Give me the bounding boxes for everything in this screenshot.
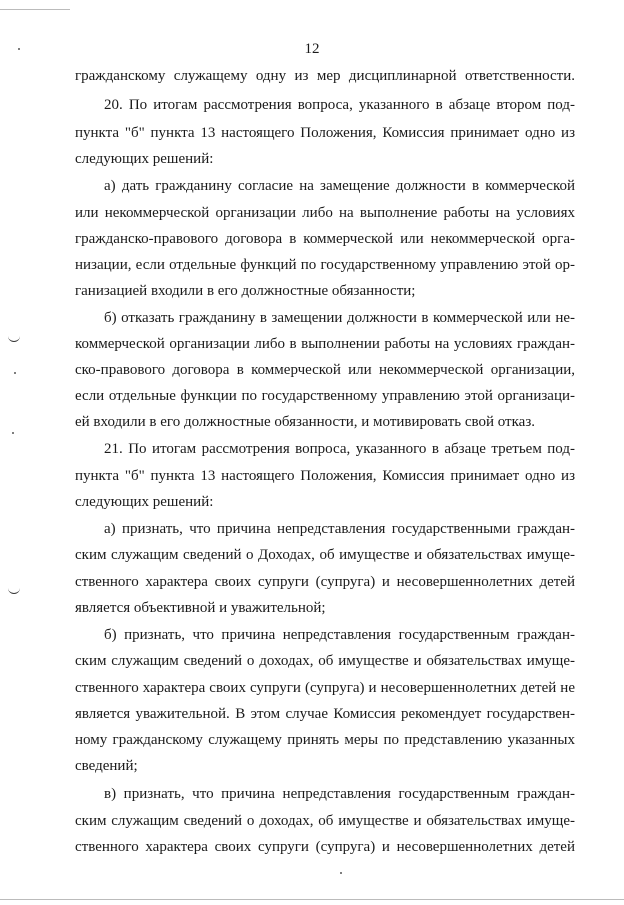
text-line: б) отказать гражданину в замещении должности в коммерческой или не- — [104, 310, 575, 326]
text-line: если отдельные функции по государственному управлению этой организаци- — [75, 388, 575, 404]
text-line: пункта "б" пункта 13 настоящего Положения, Комиссия принимает одно из — [75, 468, 575, 484]
text-line: ственного характера своих супруги (супруга) и несовершеннолетних детей не — [75, 680, 575, 696]
scan-dot — [12, 432, 14, 434]
text-line: ственного характера своих супруги (супруга) и несовершеннолетних детей — [75, 574, 575, 590]
binding-hole-mark — [8, 334, 20, 342]
text-line: в) признать, что причина непредставления государственным граждан- — [104, 786, 575, 802]
text-line: является объективной и уважительной; — [75, 600, 326, 616]
text-line: является уважительной. В этом случае Комиссия рекомендует государствен- — [75, 706, 575, 722]
text-line: коммерческой организации либо в выполнении работы на условиях граждан- — [75, 336, 575, 352]
text-line: б) признать, что причина непредставления государственным граждан- — [104, 627, 575, 643]
text-line: 21. По итогам рассмотрения вопроса, указанного в абзаце третьем под- — [104, 441, 575, 457]
text-line: ским служащим сведений о Доходах, об имуществе и обязательствах имуще- — [75, 547, 575, 563]
text-line: ским служащим сведений о доходах, об имуществе и обязательствах имуще- — [75, 813, 575, 829]
scan-dot — [14, 372, 16, 374]
binding-hole-mark — [8, 586, 20, 594]
edge-line-bottom — [0, 899, 624, 900]
text-line: ственного характера своих супруги (супруга) и несовершеннолетних детей — [75, 839, 575, 855]
text-line: гражданскому служащему одну из мер дисциплинарной ответственности. — [75, 68, 575, 84]
text-line: ному гражданскому служащему принять меры по представлению указанных — [75, 732, 575, 748]
scan-dot — [18, 48, 20, 50]
text-line: пункта "б" пункта 13 настоящего Положения, Комиссия принимает одно из — [75, 125, 575, 141]
text-line: сведений; — [75, 758, 138, 774]
text-line: следующих решений: — [75, 494, 214, 510]
text-line: 20. По итогам рассмотрения вопроса, указанного в абзаце втором под- — [104, 97, 575, 113]
text-line: а) признать, что причина непредставления государственными граждан- — [104, 521, 575, 537]
text-line: а) дать гражданину согласие на замещение должности в коммерческой — [104, 178, 575, 194]
text-line: ско-правового договора в коммерческой или некоммерческой организации, — [75, 362, 575, 378]
text-line: ским служащим сведений о доходах, об имуществе и обязательствах имуще- — [75, 653, 575, 669]
edge-line-top — [0, 9, 70, 10]
scan-dot — [340, 872, 342, 874]
text-line: ей входили в его должностные обязанности, и мотивировать свой отказ. — [75, 414, 536, 430]
page-number: 12 — [304, 41, 320, 57]
text-line: следующих решений: — [75, 151, 214, 167]
text-line: ганизацией входили в его должностные обязанности; — [75, 283, 416, 299]
text-line: низации, если отдельные функций по государственному управлению этой ор- — [75, 257, 575, 273]
text-line: или некоммерческой организации либо на выполнение работы на условиях — [75, 205, 575, 221]
text-line: гражданско-правового договора в коммерческой или некоммерческой орга- — [75, 231, 575, 247]
